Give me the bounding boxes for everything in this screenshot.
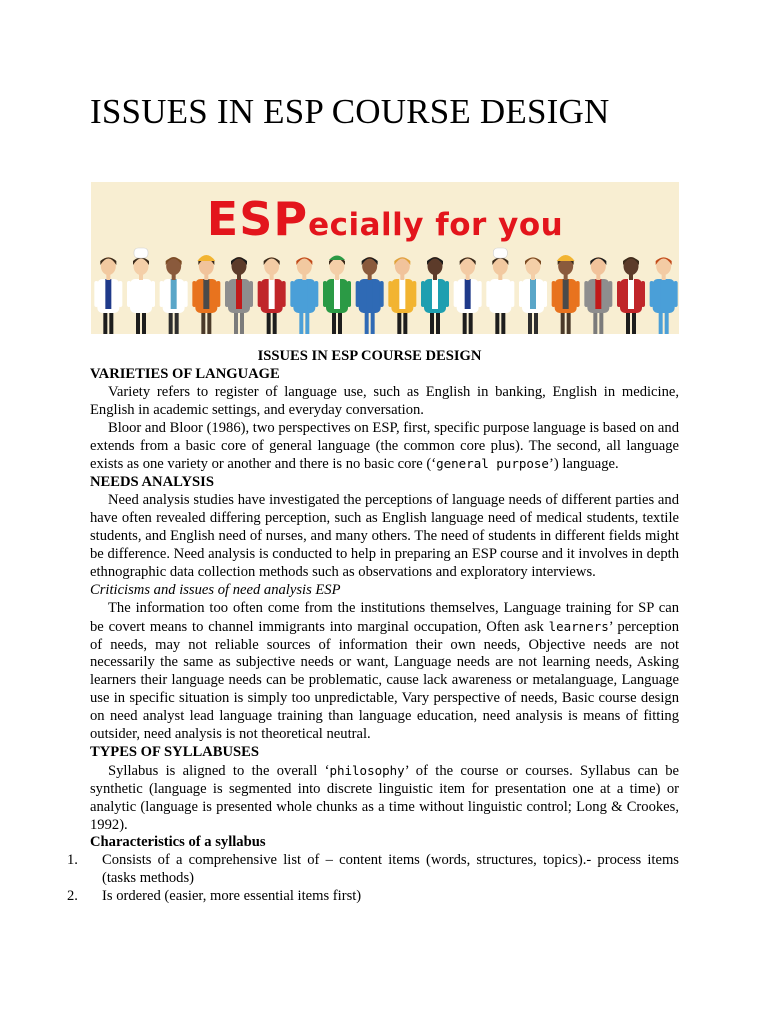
- person-arm: [674, 281, 678, 307]
- page-title: ISSUES IN ESP COURSE DESIGN: [90, 92, 610, 131]
- person-arm: [584, 281, 588, 307]
- person-shirt: [465, 279, 471, 309]
- person-figure: [225, 257, 253, 334]
- hard-hat: [197, 255, 215, 261]
- person-arm: [323, 281, 327, 307]
- person-leg: [169, 310, 173, 334]
- person-figure: [127, 248, 155, 334]
- person-arm: [641, 281, 645, 307]
- varieties-heading: VARIETIES OF LANGUAGE: [90, 365, 280, 382]
- person-shirt: [628, 279, 634, 309]
- person-arm: [118, 281, 122, 307]
- person-leg: [365, 310, 369, 334]
- person-arm: [216, 281, 220, 307]
- person-leg: [430, 310, 434, 334]
- person-leg: [175, 310, 179, 334]
- person-arm: [347, 281, 351, 307]
- person-leg: [561, 310, 565, 334]
- needs-analysis-heading: NEEDS ANALYSIS: [90, 474, 214, 491]
- person-leg: [463, 310, 467, 334]
- person-leg: [665, 310, 669, 334]
- person-arm: [290, 281, 294, 307]
- list-item-text: Consists of a comprehensive list of – content items (words, structures, topics).- process items (tasks methods): [102, 852, 679, 887]
- text-run-mono: general purpose: [436, 456, 549, 472]
- person-arm: [412, 281, 416, 307]
- banner-headline: [91, 192, 679, 246]
- list-item-text: Is ordered (easier, more essential items first): [102, 888, 362, 905]
- text-run-mono: learners: [548, 618, 609, 634]
- person-arm: [192, 281, 196, 307]
- person-figure: [454, 257, 482, 334]
- person-arm: [543, 281, 547, 307]
- person-leg: [593, 310, 597, 334]
- person-leg: [599, 310, 603, 334]
- person-shirt: [138, 279, 144, 309]
- varieties-paragraph-1: Variety refers to register of language use, such as English in banking, English in medicine, English in academic settings, and everyday conversation.: [90, 383, 679, 418]
- person-shirt: [563, 279, 569, 309]
- person-arm: [445, 281, 449, 307]
- text-run: Bloor and Bloor (1986), two perspectives on ESP, first, specific purpose language is based on and extends from a basic core of general language (the common core plus). The second, all language exists as one variety or another and there is no basic core (‘: [90, 419, 679, 473]
- list-item: [67, 852, 679, 888]
- person-leg: [201, 310, 205, 334]
- person-shirt: [399, 279, 405, 309]
- person-shirt: [171, 279, 177, 309]
- person-arm: [356, 281, 360, 307]
- person-leg: [528, 310, 532, 334]
- person-arm: [314, 281, 318, 307]
- person-shirt: [269, 279, 275, 309]
- person-arm: [478, 281, 482, 307]
- person-leg: [240, 310, 244, 334]
- person-leg: [534, 310, 538, 334]
- list-item: [67, 888, 679, 906]
- criticisms-heading: Criticisms and issues of need analysis ESP: [90, 581, 341, 598]
- person-figure: [584, 257, 612, 334]
- person-leg: [338, 310, 342, 334]
- person-leg: [469, 310, 473, 334]
- person-figure: [192, 255, 220, 334]
- person-leg: [332, 310, 336, 334]
- person-leg: [103, 310, 107, 334]
- hard-hat: [557, 255, 575, 261]
- person-arm: [160, 281, 164, 307]
- syllabuses-paragraph: [90, 762, 679, 835]
- person-arm: [617, 281, 621, 307]
- person-arm: [282, 281, 286, 307]
- person-arm: [510, 281, 514, 307]
- person-figure: [388, 257, 416, 334]
- criticisms-paragraph: [90, 600, 679, 744]
- list-number: 2.: [67, 888, 78, 905]
- person-figure: [160, 257, 188, 334]
- person-arm: [608, 281, 612, 307]
- person-leg: [436, 310, 440, 334]
- person-arm: [258, 281, 262, 307]
- chef-hat: [493, 248, 507, 258]
- person-arm: [151, 281, 155, 307]
- person-arm: [225, 281, 229, 307]
- person-shirt: [105, 279, 111, 309]
- text-run: Syllabus is aligned to the overall ‘: [108, 762, 330, 779]
- document-heading: ISSUES IN ESP COURSE DESIGN: [257, 348, 482, 364]
- person-shirt: [530, 279, 536, 309]
- person-leg: [142, 310, 146, 334]
- person-shirt: [661, 279, 667, 309]
- person-figure: [650, 257, 678, 334]
- characteristics-list: [67, 852, 679, 906]
- person-arm: [94, 281, 98, 307]
- person-leg: [267, 310, 271, 334]
- needs-analysis-paragraph: Need analysis studies have investigated the perceptions of language needs of different parties and have often revealed differing perception, such as English language need of medical students, textile students, and English need of nurses, and many others. The need of students in different fields might be difference. Need analysis is conducted to help in preparing an ESP course and it involves in depth ethnographic data collection methods such as observations and exploratory interviews.: [90, 492, 679, 580]
- person-leg: [207, 310, 211, 334]
- person-leg: [305, 310, 309, 334]
- person-figure: [290, 257, 318, 334]
- person-leg: [501, 310, 505, 334]
- person-arm: [519, 281, 523, 307]
- person-shirt: [432, 279, 438, 309]
- person-arm: [249, 281, 253, 307]
- person-shirt: [497, 279, 503, 309]
- text-run: The information too often come from the institutions themselves, Language training for SP can be covert means to channel immigrants into marginal occupation, Often ask: [90, 599, 679, 635]
- person-figure: [94, 257, 122, 334]
- text-run: ’ perception of needs, may not reliable sources of information their own needs, Objective needs are not necessarily the same as subjective needs or want, Language needs are not learning needs, Asking learners their language needs can be problematic, cause lack awareness or metalanguage, Language use in specific situation is simply too unpredictable, Vary perspective of needs, Basic course design on need analyst lead language training than language education, need analysis is means of fitting outsider, need analysis is not theoretical neutral.: [90, 618, 679, 743]
- person-arm: [576, 281, 580, 307]
- text-run-mono: philosophy: [329, 762, 405, 778]
- person-leg: [109, 310, 113, 334]
- person-leg: [234, 310, 238, 334]
- person-leg: [403, 310, 407, 334]
- person-figure: [258, 257, 286, 334]
- characteristics-heading: Characteristics of a syllabus: [90, 834, 266, 851]
- person-arm: [127, 281, 131, 307]
- person-figure: [356, 257, 384, 334]
- person-leg: [495, 310, 499, 334]
- person-shirt: [334, 279, 340, 309]
- chef-hat: [134, 248, 148, 258]
- person-shirt: [203, 279, 209, 309]
- syllabuses-heading: TYPES OF SYLLABUSES: [90, 743, 259, 760]
- person-shirt: [236, 279, 242, 309]
- person-figure: [486, 248, 514, 334]
- document-body: [67, 348, 679, 906]
- person-figure: [519, 257, 547, 334]
- person-arm: [454, 281, 458, 307]
- person-arm: [388, 281, 392, 307]
- text-run: ’) language.: [548, 456, 619, 473]
- person-figure: [421, 257, 449, 334]
- list-number: 1.: [67, 852, 78, 869]
- person-shirt: [595, 279, 601, 309]
- person-figure: [617, 257, 645, 334]
- person-leg: [397, 310, 401, 334]
- person-leg: [299, 310, 303, 334]
- person-leg: [371, 310, 375, 334]
- person-leg: [567, 310, 571, 334]
- person-arm: [486, 281, 490, 307]
- person-leg: [626, 310, 630, 334]
- person-leg: [632, 310, 636, 334]
- banner-headline-esp: ESP: [206, 192, 309, 246]
- person-leg: [273, 310, 277, 334]
- person-shirt: [367, 279, 373, 309]
- person-arm: [421, 281, 425, 307]
- banner-headline-rest: ecially for you: [308, 207, 564, 243]
- person-leg: [659, 310, 663, 334]
- person-arm: [552, 281, 556, 307]
- varieties-paragraph-2: [90, 420, 679, 475]
- person-leg: [136, 310, 140, 334]
- person-arm: [650, 281, 654, 307]
- person-shirt: [301, 279, 307, 309]
- person-figure: [552, 255, 580, 334]
- especially-for-you-banner: [91, 182, 679, 334]
- uniform-cap: [329, 256, 345, 261]
- person-figure: [323, 256, 351, 335]
- person-arm: [380, 281, 384, 307]
- text-run: ’ of the course or courses. Syllabus can be synthetic (language is segmented into discrete linguistic item for presentation one at a time) or analytic (language is presented whole chunks as a time without linguistic control; Long & Crookes, 1992).: [90, 762, 679, 833]
- person-arm: [184, 281, 188, 307]
